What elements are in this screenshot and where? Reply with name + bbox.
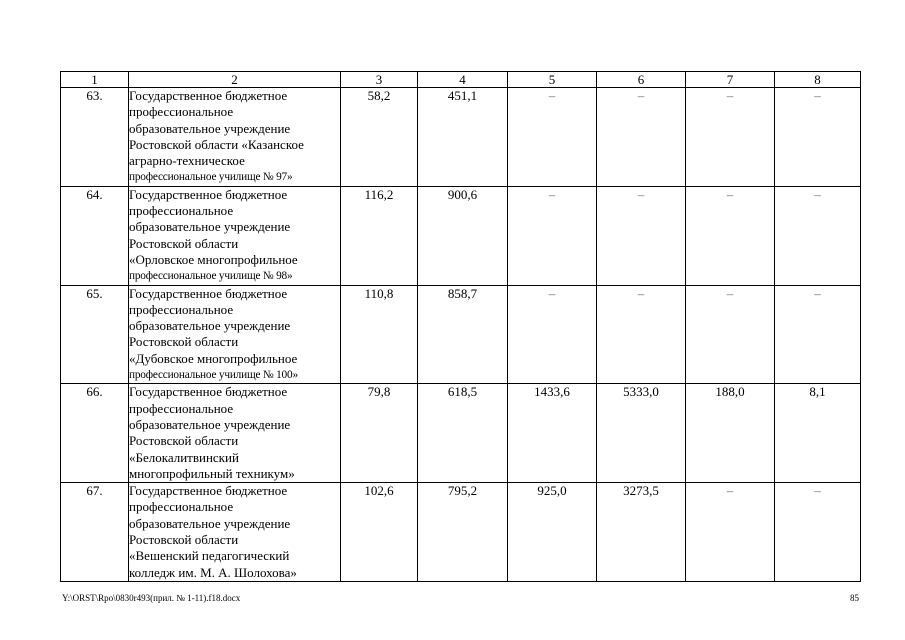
- header-col-5: 5: [508, 72, 597, 88]
- value-col-4: 451,1: [418, 88, 508, 187]
- table-row: [61, 88, 861, 187]
- value-col-7: 188,0: [686, 384, 775, 483]
- institution-name-line: многопрофильный техникум»: [129, 465, 295, 481]
- row-number: 67.: [61, 483, 129, 582]
- data-table: [60, 71, 861, 582]
- value-col-8: –: [775, 186, 861, 285]
- institution-name-line: Ростовской области: [129, 334, 239, 350]
- value-col-6: 5333,0: [597, 384, 686, 483]
- institution-name: [129, 88, 341, 187]
- institution-name: [129, 186, 341, 285]
- table-row: [61, 186, 861, 285]
- value-col-5: 1433,6: [508, 384, 597, 483]
- header-col-1: 1: [61, 72, 129, 88]
- header-col-8: 8: [775, 72, 861, 88]
- institution-name-line: профессиональное: [129, 104, 234, 120]
- value-col-4: 618,5: [418, 384, 508, 483]
- institution-name-line: образовательное учреждение: [129, 219, 291, 235]
- institution-name-line: колледж им. М. А. Шолохова»: [129, 564, 297, 580]
- institution-name-line: профессиональное училище № 100»: [129, 369, 298, 382]
- header-row: [61, 72, 861, 88]
- value-col-8: –: [775, 483, 861, 582]
- institution-name: [129, 285, 341, 384]
- institution-name-line: Ростовской области: [129, 433, 239, 449]
- institution-name: [129, 483, 341, 582]
- header-col-3: 3: [341, 72, 418, 88]
- table-body: [61, 88, 861, 582]
- institution-name-line: «Вешенский педагогический: [129, 548, 290, 564]
- institution-name-line: Государственное бюджетное: [129, 186, 288, 202]
- institution-name-line: профессиональное: [129, 301, 234, 317]
- institution-name-line: образовательное учреждение: [129, 416, 291, 432]
- institution-name-line: Ростовской области: [129, 532, 239, 548]
- value-col-7: –: [686, 186, 775, 285]
- value-col-5: –: [508, 88, 597, 187]
- institution-name-line: Государственное бюджетное: [129, 483, 288, 499]
- institution-name-line: образовательное учреждение: [129, 120, 291, 136]
- row-number: 63.: [61, 88, 129, 187]
- value-col-5: –: [508, 186, 597, 285]
- value-col-6: 3273,5: [597, 483, 686, 582]
- institution-name-line: Государственное бюджетное: [129, 285, 288, 301]
- institution-name-line: Ростовской области: [129, 235, 239, 251]
- value-col-6: –: [597, 88, 686, 187]
- institution-name-line: Ростовской области «Казанское: [129, 136, 304, 152]
- institution-name-line: профессиональное: [129, 203, 234, 219]
- institution-name-line: «Орловское многопрофильное: [129, 251, 298, 267]
- row-number: 65.: [61, 285, 129, 384]
- value-col-4: 858,7: [418, 285, 508, 384]
- value-col-4: 900,6: [418, 186, 508, 285]
- institution-name-line: Государственное бюджетное: [129, 88, 288, 103]
- row-number: 64.: [61, 186, 129, 285]
- value-col-3: 110,8: [341, 285, 418, 384]
- table-header: [61, 72, 861, 88]
- value-col-7: –: [686, 88, 775, 187]
- value-col-6: –: [597, 186, 686, 285]
- value-col-5: –: [508, 285, 597, 384]
- value-col-8: –: [775, 88, 861, 187]
- table-row: [61, 384, 861, 483]
- value-col-7: –: [686, 285, 775, 384]
- value-col-3: 79,8: [341, 384, 418, 483]
- value-col-7: –: [686, 483, 775, 582]
- value-col-3: 58,2: [341, 88, 418, 187]
- institution-name-line: образовательное учреждение: [129, 515, 291, 531]
- header-col-4: 4: [418, 72, 508, 88]
- row-number: 66.: [61, 384, 129, 483]
- institution-name-line: профессиональное училище № 98»: [129, 270, 293, 283]
- footer-file-path: Y:\ORST\Rpo\0830r493(прил. № 1-11).f18.docx: [62, 593, 241, 603]
- institution-name-line: образовательное учреждение: [129, 318, 291, 334]
- institution-name-line: Государственное бюджетное: [129, 384, 288, 400]
- header-col-7: 7: [686, 72, 775, 88]
- table-row: [61, 285, 861, 384]
- institution-name: [129, 384, 341, 483]
- institution-name-line: аграрно-техническое: [129, 153, 245, 169]
- header-col-2: 2: [129, 72, 341, 88]
- value-col-5: 925,0: [508, 483, 597, 582]
- value-col-8: –: [775, 285, 861, 384]
- value-col-6: –: [597, 285, 686, 384]
- header-col-6: 6: [597, 72, 686, 88]
- table-row: [61, 483, 861, 582]
- value-col-4: 795,2: [418, 483, 508, 582]
- value-col-3: 102,6: [341, 483, 418, 582]
- institution-name-line: профессиональное: [129, 400, 234, 416]
- institution-name-line: «Белокалитвинский: [129, 449, 239, 465]
- value-col-3: 116,2: [341, 186, 418, 285]
- institution-name-line: профессиональное: [129, 499, 234, 515]
- footer-page-number: 85: [850, 593, 859, 603]
- value-col-8: 8,1: [775, 384, 861, 483]
- institution-name-line: профессиональное училище № 97»: [129, 171, 293, 184]
- institution-name-line: «Дубовское многопрофильное: [129, 350, 298, 366]
